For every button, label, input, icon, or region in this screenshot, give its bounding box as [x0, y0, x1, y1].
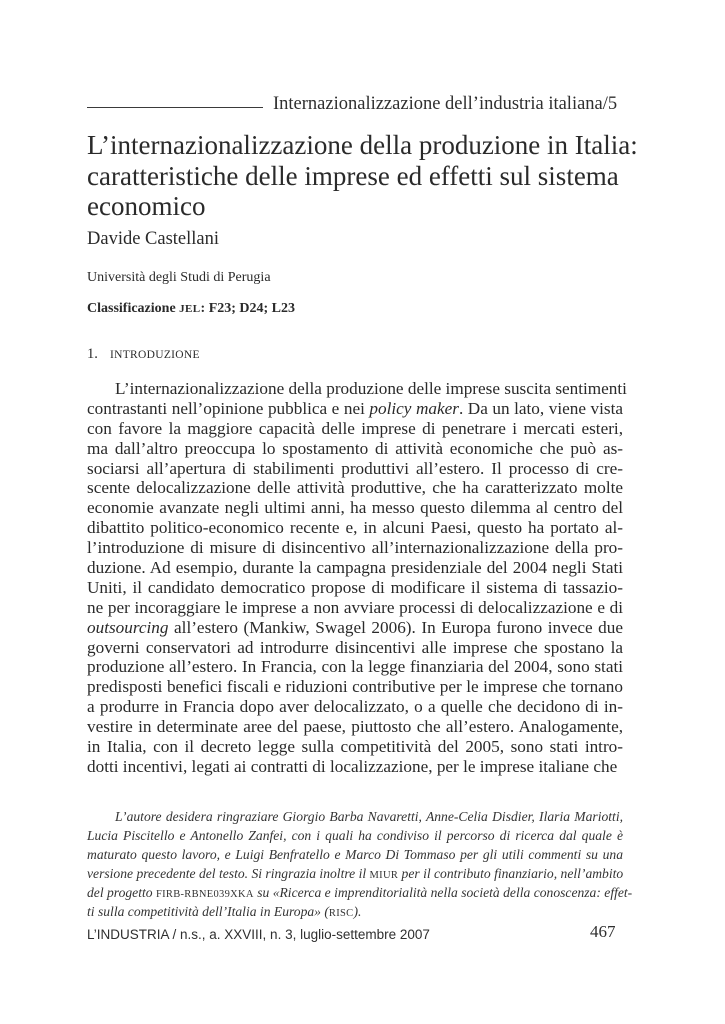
text-line: ma dall’altro preoccupa lo spostamento di attività economiche che può as-	[87, 438, 623, 458]
classification-label: Classificazione	[87, 301, 176, 316]
text-line: duzione. Ad esempio, durante la campagna presidenziale del 2004 negli Stati	[87, 558, 623, 578]
text-span: all’estero (Mankiw, Swagel 2006). In Europa furono invece due	[168, 617, 623, 637]
acronym: MIUR	[369, 870, 399, 881]
text-line: L’internazionalizzazione della produzione delle imprese suscita sentimenti	[115, 379, 627, 398]
footnote	[87, 807, 633, 921]
page-number: 467	[590, 922, 616, 941]
text-line: governi conservatori ad introdurre disincentivi alle imprese che spostano la	[87, 637, 623, 657]
text-span: . Da un lato, viene vista	[458, 398, 623, 418]
text-line: dotti incentivi, legati ai contratti di localizzazione, per le imprese italiane che	[87, 756, 618, 776]
section-title: INTRODUZIONE	[110, 349, 200, 361]
body-text	[87, 379, 627, 777]
article-title	[87, 130, 647, 222]
author-affiliation: Università degli Studi di Perugia	[87, 270, 271, 285]
running-header: Internazionalizzazione dell’industria italiana/5	[273, 94, 618, 114]
italic-term: outsourcing	[87, 617, 169, 637]
text-line: l’introduzione di misure di disincentivo all’internazionalizzazione della pro-	[87, 538, 623, 558]
text-span: del progetto	[87, 885, 156, 900]
acronym: FIRB-RBNE039XKA	[155, 889, 254, 900]
text-line	[87, 618, 623, 638]
jel-classification	[87, 301, 295, 317]
acronym: RISC	[328, 908, 354, 919]
text-line: a produrre in Francia dopo aver delocalizzato, o a quelle che decidono di in-	[87, 697, 623, 717]
author-name: Davide Castellani	[87, 229, 220, 249]
footnote-line	[87, 883, 633, 902]
text-line: vestire in determinate aree del paese, piuttosto che all’estero. Analogamente,	[87, 717, 623, 737]
footnote-line: L’autore desidera ringraziare Giorgio Barba Navaretti, Anne-Celia Disdier, Ilaria Mariotti,	[115, 809, 623, 824]
header-rule	[87, 107, 263, 108]
text-line: predisposti benefici fiscali e riduzioni contributive per le imprese che tornano	[87, 677, 623, 697]
text-line: ne per incoraggiare le imprese a non avviare processi di delocalizzazione e di	[87, 597, 623, 617]
jel-label: JEL	[179, 303, 201, 315]
text-line	[87, 399, 623, 419]
text-span: contrastanti nell’opinione pubblica e nei	[87, 398, 370, 418]
section-number: 1.	[87, 346, 98, 362]
text-line: sociarsi all’apertura di stabilimenti produttivi all’estero. Il processo di cre-	[87, 458, 623, 478]
title-line: caratteristiche delle imprese ed effetti sul sistema	[87, 160, 619, 191]
text-line: dibattito politico-economico recente e, in alcuni Paesi, questo ha portato al-	[87, 518, 623, 538]
footnote-line: maturato questo lavoro, e Luigi Benfratello e Marco Di Tommaso per gli utili commenti su una	[87, 847, 623, 862]
footnote-line: Lucia Piscitello e Antonello Zanfei, con i quali ha condiviso il percorso di ricerca dal quale è	[87, 828, 623, 843]
footnote-line	[87, 864, 623, 883]
text-span: ).	[353, 904, 362, 919]
italic-term: policy maker	[369, 398, 459, 418]
title-line: economico	[87, 191, 206, 221]
text-line: produzione all’estero. In Francia, con la legge finanziaria del 2004, sono stati	[87, 657, 623, 677]
title-line: L’internazionalizzazione della produzione in Italia:	[87, 130, 638, 160]
journal-footer: L’INDUSTRIA / n.s., a. XXVIII, n. 3, luglio-settembre 2007	[87, 927, 430, 942]
jel-codes: : F23; D24; L23	[200, 301, 296, 316]
text-line: economie avanzate negli ultimi anni, ha messo questo dilemma al centro del	[87, 498, 623, 518]
footnote-line	[87, 902, 623, 921]
text-span: per il contributo finanziario, nell’ambito	[398, 866, 624, 881]
section-heading	[87, 346, 200, 363]
text-span: ti sulla competitività dell’Italia in Europa» (	[87, 904, 329, 919]
text-span: versione precedente del testo. Si ringrazia inoltre il	[87, 866, 370, 881]
text-line: in Italia, con il decreto legge sulla competitività del 2005, sono stati intro-	[87, 737, 623, 757]
text-line: con favore la maggiore capacità delle imprese di penetrare i mercati esteri,	[87, 418, 623, 438]
text-span: su «Ricerca e imprenditorialità nella società della conoscenza: effet-	[253, 885, 633, 900]
text-line: scente delocalizzazione delle attività produttive, che ha caratterizzato molte	[87, 478, 623, 498]
text-line: Uniti, il candidato democratico propose di modificare il sistema di tassazio-	[87, 577, 623, 597]
